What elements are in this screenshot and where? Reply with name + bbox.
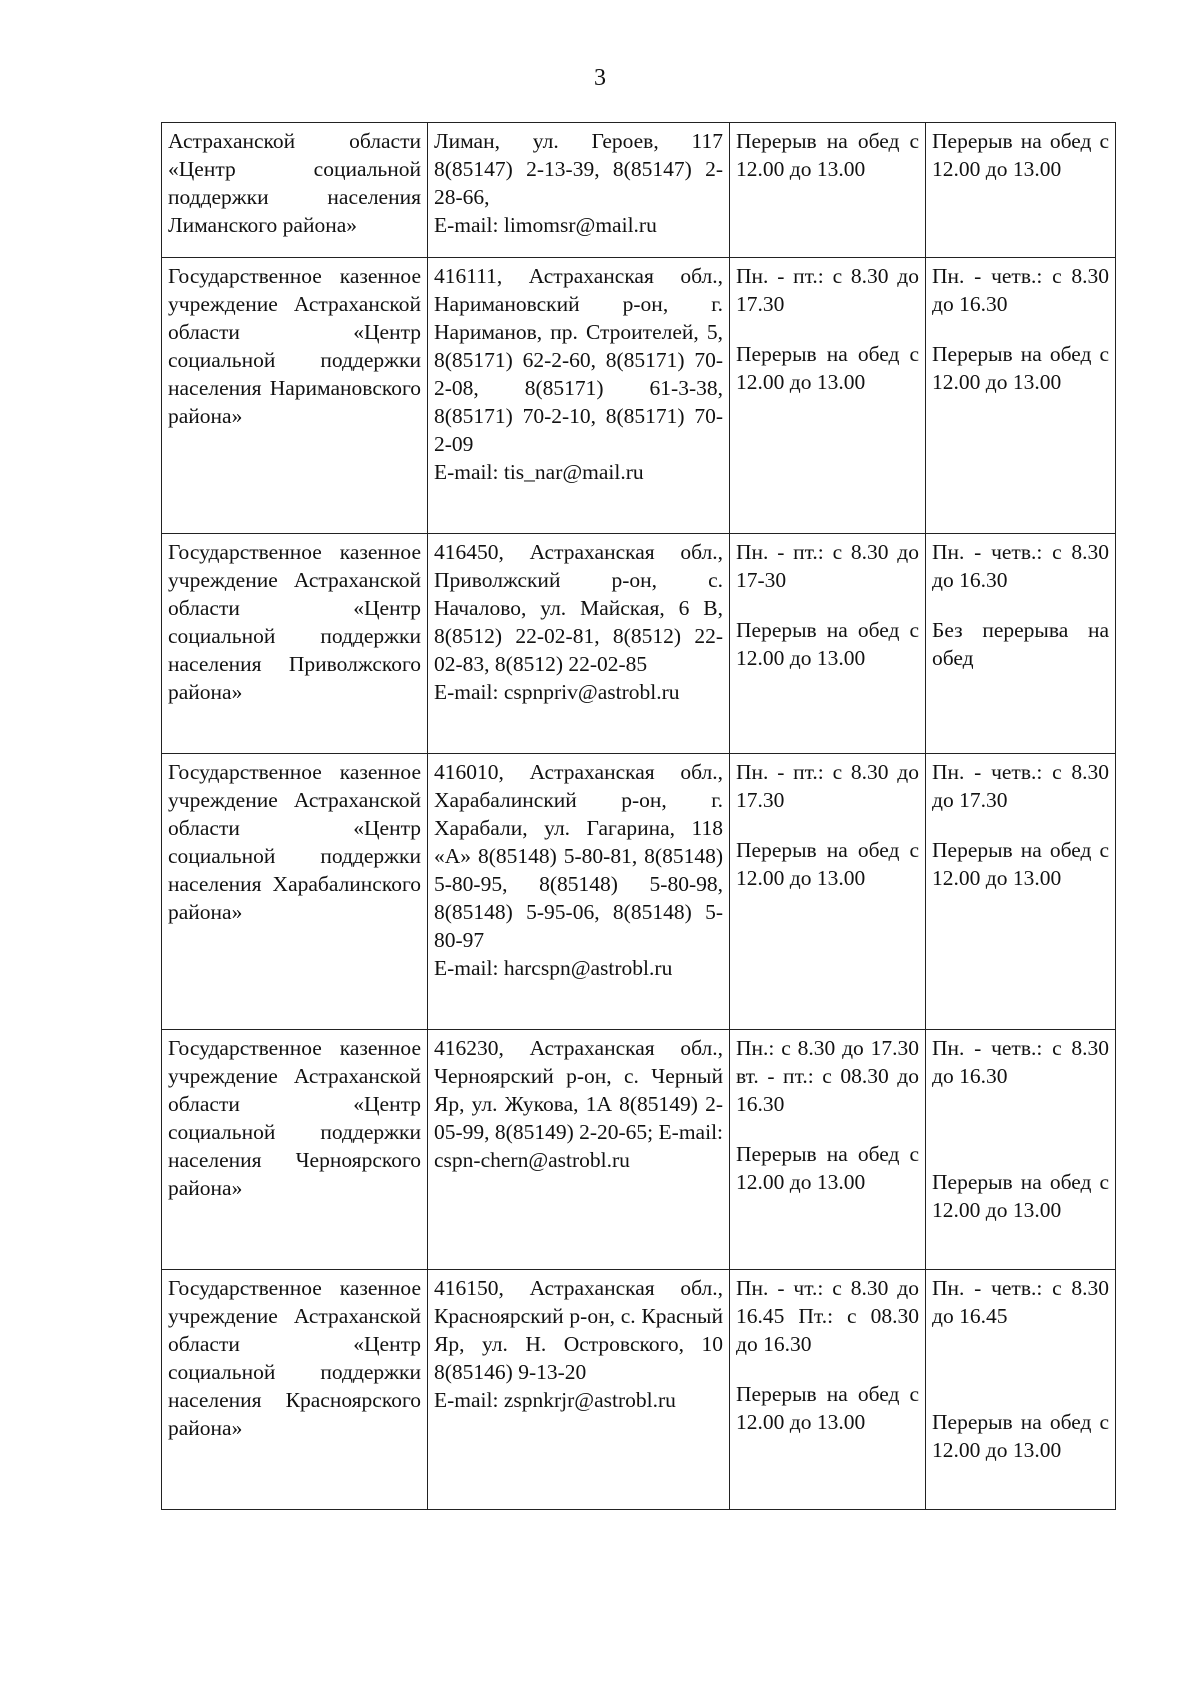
weekday-schedule-cell	[730, 1030, 926, 1270]
address-cell	[428, 258, 730, 534]
short-day-schedule-cell	[926, 123, 1116, 258]
table-row	[162, 123, 1116, 258]
organization-cell	[162, 534, 428, 754]
short-day-schedule-cell	[926, 1030, 1116, 1270]
weekday-break: Перерыв на обед с 12.00 до 13.00	[736, 1142, 919, 1194]
organization-cell	[162, 754, 428, 1030]
organization-name: Государственное казенное учреждение Астраханской области «Центр социальной поддержки населения Харабалинского района»	[168, 760, 421, 924]
address-text: 416010, Астраханская обл., Харабалинский р-он, г. Харабали, ул. Гагарина, 118 «А» 8(85148) 5-80-81, 8(85148) 5-80-95, 8(85148) 5-80-98, 8(85148) 5-95-06, 8(85148) 5-80-97	[434, 760, 723, 952]
table-row	[162, 534, 1116, 754]
email-text: E-mail: cspnpriv@astrobl.ru	[434, 680, 680, 704]
short-day-schedule-cell	[926, 754, 1116, 1030]
weekday-schedule-cell	[730, 1270, 926, 1510]
organization-name: Государственное казенное учреждение Астраханской области «Центр социальной поддержки населения Наримановского района»	[168, 264, 421, 428]
email-text: E-mail: cspn-chern@astrobl.ru	[434, 1120, 724, 1172]
short-day-break: Без перерыва на обед	[932, 618, 1109, 670]
address-cell	[428, 1030, 730, 1270]
table-row	[162, 754, 1116, 1030]
organization-cell	[162, 1030, 428, 1270]
short-day-hours: Пн. - четв.: с 8.30 до 16.30	[932, 264, 1109, 316]
short-day-hours: Пн. - четв.: с 8.30 до 17.30	[932, 760, 1109, 812]
organization-cell	[162, 123, 428, 258]
address-text: Лиман, ул. Героев, 117 8(85147) 2-13-39, 8(85147) 2-28-66,	[434, 129, 723, 209]
weekday-break: Перерыв на обед с 12.00 до 13.00	[736, 1382, 919, 1434]
address-text: 416450, Астраханская обл., Приволжский р-он, с. Началово, ул. Майская, 6 В, 8(8512) 22-02-81, 8(8512) 22-02-83, 8(8512) 22-02-85	[434, 540, 723, 676]
short-day-schedule-cell	[926, 1270, 1116, 1510]
table-row	[162, 1030, 1116, 1270]
email-text: E-mail: tis_nar@mail.ru	[434, 460, 644, 484]
weekday-schedule-cell	[730, 754, 926, 1030]
email-text: E-mail: harcspn@astrobl.ru	[434, 956, 673, 980]
weekday-hours: Пн. - пт.: с 8.30 до 17.30	[736, 760, 919, 812]
weekday-hours: Пн.: с 8.30 до 17.30 вт. - пт.: с 08.30 до 16.30	[736, 1036, 919, 1116]
organization-name: Астраханской области «Центр социальной поддержки населения Лиманского района»	[168, 129, 421, 237]
organization-name: Государственное казенное учреждение Астраханской области «Центр социальной поддержки населения Черноярского района»	[168, 1036, 421, 1200]
organization-cell	[162, 258, 428, 534]
short-day-hours: Пн. - четв.: с 8.30 до 16.30	[932, 540, 1109, 592]
page-number: 3	[594, 65, 606, 91]
address-cell	[428, 123, 730, 258]
address-cell	[428, 534, 730, 754]
address-text: 416111, Астраханская обл., Наримановский р-он, г. Нариманов, пр. Строителей, 5, 8(85171) 62-2-60, 8(85171) 70-2-08, 8(85171) 61-3-38, 8(85171) 70-2-10, 8(85171) 70-2-09	[434, 264, 723, 456]
table-row	[162, 1270, 1116, 1510]
weekday-hours: Пн. - чт.: с 8.30 до 16.45 Пт.: с 08.30 до 16.30	[736, 1276, 919, 1356]
short-day-break: Перерыв на обед с 12.00 до 13.00	[932, 342, 1109, 394]
weekday-break: Перерыв на обед с 12.00 до 13.00	[736, 342, 919, 394]
short-day-break: Перерыв на обед с 12.00 до 13.00	[932, 838, 1109, 890]
offices-table	[161, 122, 1116, 1510]
weekday-schedule-cell	[730, 534, 926, 754]
organization-cell	[162, 1270, 428, 1510]
weekday-hours: Пн. - пт.: с 8.30 до 17-30	[736, 540, 919, 592]
address-cell	[428, 754, 730, 1030]
address-cell	[428, 1270, 730, 1510]
address-text: 416230, Астраханская обл., Черноярский р-он, с. Черный Яр, ул. Жукова, 1А 8(85149) 2-05-99, 8(85149) 2-20-65;	[434, 1036, 723, 1144]
short-day-break: Перерыв на обед с 12.00 до 13.00	[932, 1170, 1109, 1222]
short-day-hours: Пн. - четв.: с 8.30 до 16.30	[932, 1036, 1109, 1088]
short-day-break: Перерыв на обед с 12.00 до 13.00	[932, 1410, 1109, 1462]
organization-name: Государственное казенное учреждение Астраханской области «Центр социальной поддержки населения Приволжского района»	[168, 540, 421, 704]
weekday-break: Перерыв на обед с 12.00 до 13.00	[736, 838, 919, 890]
short-day-break: Перерыв на обед с 12.00 до 13.00	[932, 129, 1109, 181]
weekday-break: Перерыв на обед с 12.00 до 13.00	[736, 129, 919, 181]
address-text: 416150, Астраханская обл., Красноярский р-он, с. Красный Яр, ул. Н. Островского, 10 8(85146) 9-13-20	[434, 1276, 723, 1384]
short-day-schedule-cell	[926, 534, 1116, 754]
email-text: E-mail: zspnkrjr@astrobl.ru	[434, 1388, 676, 1412]
weekday-schedule-cell	[730, 123, 926, 258]
email-text: E-mail: limomsr@mail.ru	[434, 213, 657, 237]
weekday-hours: Пн. - пт.: с 8.30 до 17.30	[736, 264, 919, 316]
short-day-hours: Пн. - четв.: с 8.30 до 16.45	[932, 1276, 1109, 1328]
weekday-schedule-cell	[730, 258, 926, 534]
organization-name: Государственное казенное учреждение Астраханской области «Центр социальной поддержки населения Красноярского района»	[168, 1276, 421, 1440]
short-day-schedule-cell	[926, 258, 1116, 534]
weekday-break: Перерыв на обед с 12.00 до 13.00	[736, 618, 919, 670]
table-row	[162, 258, 1116, 534]
